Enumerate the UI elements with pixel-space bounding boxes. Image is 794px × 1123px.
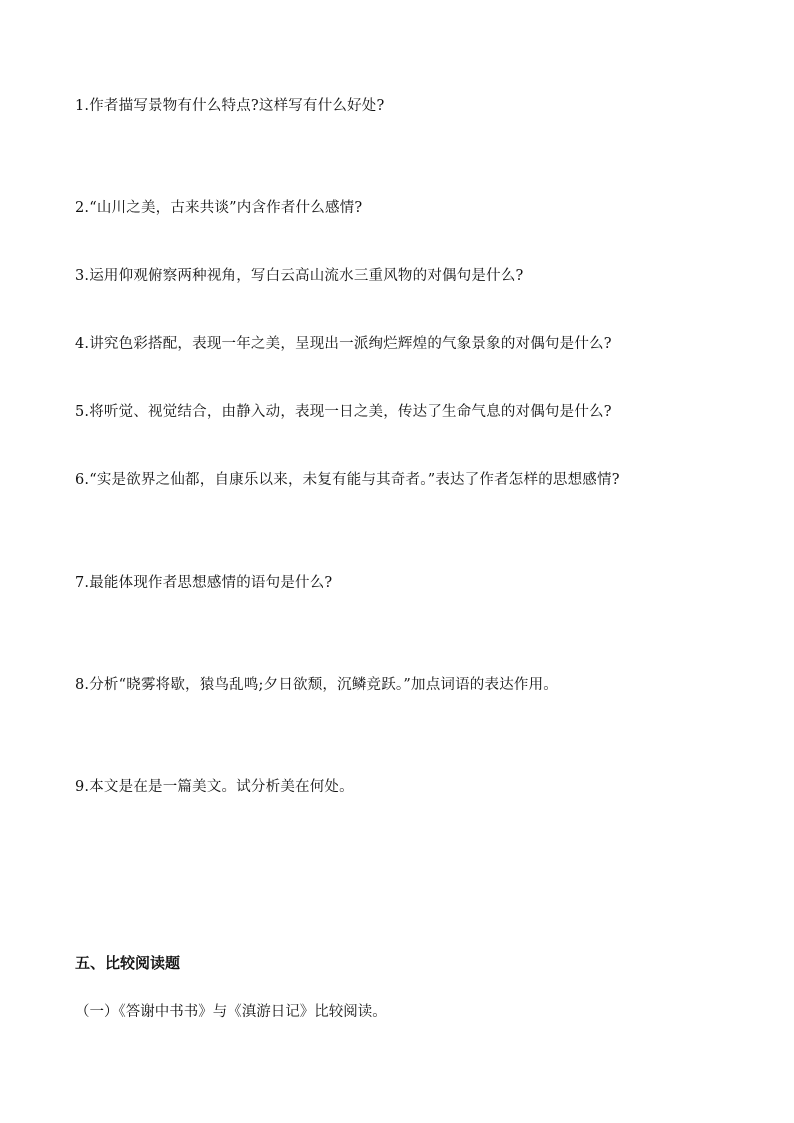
question-7: 7.最能体现作者思想感情的语句是什么? [75,575,333,591]
question-5: 5.将听觉、视觉结合，由静入动，表现一日之美，传达了生命气息的对偶句是什么? [75,404,612,420]
section-subtitle: （一）《答谢中书书》与《滇游日记》比较阅读。 [75,1004,387,1020]
question-9: 9.本文是在是一篇美文。试分析美在何处。 [75,779,354,795]
question-1: 1.作者描写景物有什么特点?这样写有什么好处? [75,98,385,114]
section-title: 五、比较阅读题 [75,954,181,972]
question-8: 8.分析“晓雾将歇，猿鸟乱鸣;夕日欲颓，沉鳞竞跃。”加点词语的表达作用。 [75,677,558,693]
question-6: 6.“实是欲界之仙都，自康乐以来，未复有能与其奇者。”表达了作者怎样的思想感情? [75,472,620,488]
question-2: 2.“山川之美，古来共谈”内含作者什么感情? [75,200,363,216]
question-4: 4.讲究色彩搭配，表现一年之美，呈现出一派绚烂辉煌的气象景象的对偶句是什么? [75,336,612,352]
question-3: 3.运用仰观俯察两种视角，写白云高山流水三重风物的对偶句是什么? [75,268,524,284]
